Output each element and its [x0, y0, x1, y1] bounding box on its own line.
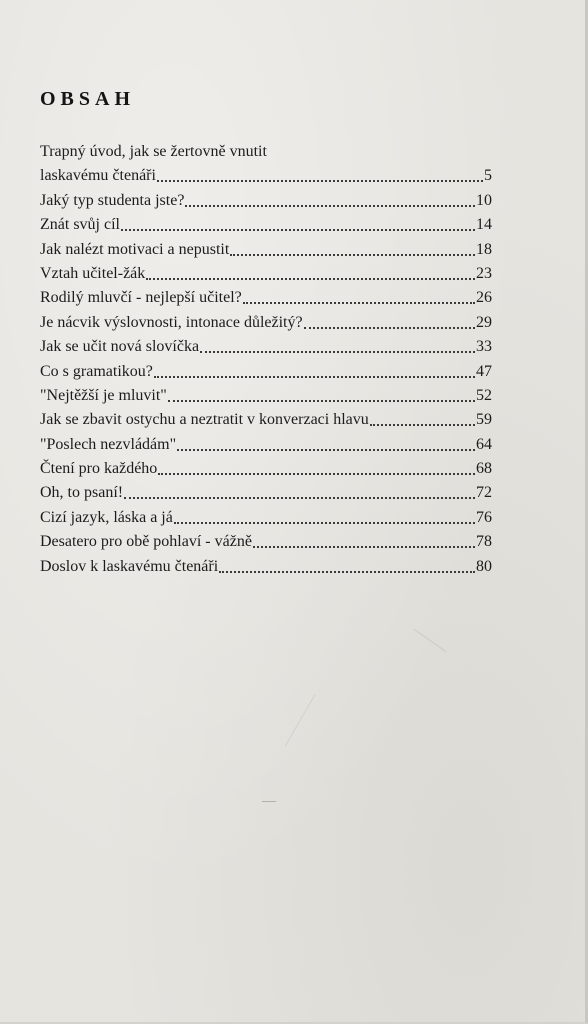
paper-mark: [413, 629, 446, 653]
toc-entry-title: Co s gramatikou?: [40, 362, 153, 380]
contents-heading: OBSAH: [40, 88, 136, 110]
toc-entry-title: laskavému čtenáři: [40, 167, 156, 185]
toc-page-number: 23: [476, 264, 492, 282]
toc-entry-title: Jak nalézt motivaci a nepustit: [40, 240, 230, 258]
toc-entry-title: "Nejtěžší je mluvit": [40, 386, 167, 404]
toc-page-number: 72: [476, 484, 492, 502]
toc-entry: [40, 505, 492, 529]
toc-page-number: 68: [476, 460, 492, 478]
toc-page-number: 26: [476, 289, 492, 307]
dot-leader: [158, 473, 475, 475]
dot-leader: [174, 522, 475, 524]
toc-entry: [40, 554, 492, 578]
dot-leader: [185, 205, 475, 207]
dot-leader: [121, 229, 475, 231]
toc-entry: [40, 432, 492, 456]
dot-leader: [230, 254, 475, 256]
toc-entry: [40, 384, 492, 408]
toc-page-number: 10: [476, 191, 492, 209]
toc-entry-title: Čtení pro každého: [40, 460, 158, 478]
toc-page-number: 14: [476, 216, 492, 234]
toc-entry: [40, 213, 492, 237]
toc-entry: [40, 530, 492, 554]
dot-leader: [168, 400, 475, 402]
toc-entry-title: Cizí jazyk, láska a já: [40, 508, 173, 526]
table-of-contents: [40, 140, 492, 579]
paper-mark: [285, 694, 316, 746]
toc-entry-title: Vztah učitel-žák: [40, 264, 146, 282]
toc-entry-title: Jaký typ studenta jste?: [40, 191, 185, 209]
dot-leader: [177, 449, 475, 451]
dot-leader: [157, 180, 483, 182]
toc-entry: [40, 286, 492, 310]
toc-entry: [40, 457, 492, 481]
toc-page-number: 29: [476, 313, 492, 331]
toc-entry-title: Jak se učit nová slovíčka: [40, 338, 200, 356]
dot-leader: [200, 351, 475, 353]
dot-leader: [370, 424, 475, 426]
toc-entry-title: Desatero pro obě pohlaví - vážně: [40, 533, 252, 551]
dot-leader: [154, 376, 475, 378]
toc-entry: [40, 359, 492, 383]
toc-entry-title: Rodilý mluvčí - nejlepší učitel?: [40, 289, 242, 307]
toc-page-number: 80: [476, 557, 492, 575]
toc-entry-title: "Poslech nezvládám": [40, 435, 177, 453]
toc-entry: [40, 188, 492, 212]
toc-entry-title-line1: Trapný úvod, jak se žertovně vnutit: [40, 143, 267, 160]
toc-entry: [40, 335, 492, 359]
toc-entry-title: Oh, to psaní!: [40, 484, 124, 502]
toc-page-number: 78: [476, 533, 492, 551]
dot-leader: [146, 278, 475, 280]
paper-mark: [262, 801, 276, 802]
toc-entry: [40, 262, 492, 286]
toc-entry-title: Je nácvik výslovnosti, intonace důležitý?: [40, 313, 303, 331]
toc-page-number: 52: [476, 386, 492, 404]
toc-entry-title: Doslov k laskavému čtenáři: [40, 557, 219, 575]
toc-page-number: 64: [476, 435, 492, 453]
dot-leader: [304, 327, 475, 329]
toc-page-number: 76: [476, 508, 492, 526]
dot-leader: [243, 302, 475, 304]
dot-leader: [219, 571, 475, 573]
toc-page-number: 33: [476, 338, 492, 356]
toc-entry: [40, 140, 492, 188]
toc-entry: [40, 237, 492, 261]
toc-page-number: 18: [476, 240, 492, 258]
toc-page-number: 47: [476, 362, 492, 380]
toc-page-number: 59: [476, 411, 492, 429]
toc-entry-title: Jak se zbavit ostychu a neztratit v konverzaci hlavu: [40, 411, 369, 429]
dot-leader: [124, 497, 475, 499]
toc-entry: [40, 310, 492, 334]
toc-entry-title: Znát svůj cíl: [40, 216, 120, 234]
dot-leader: [253, 546, 475, 548]
toc-entry: [40, 481, 492, 505]
toc-page-number: 5: [484, 167, 492, 185]
toc-entry: [40, 408, 492, 432]
